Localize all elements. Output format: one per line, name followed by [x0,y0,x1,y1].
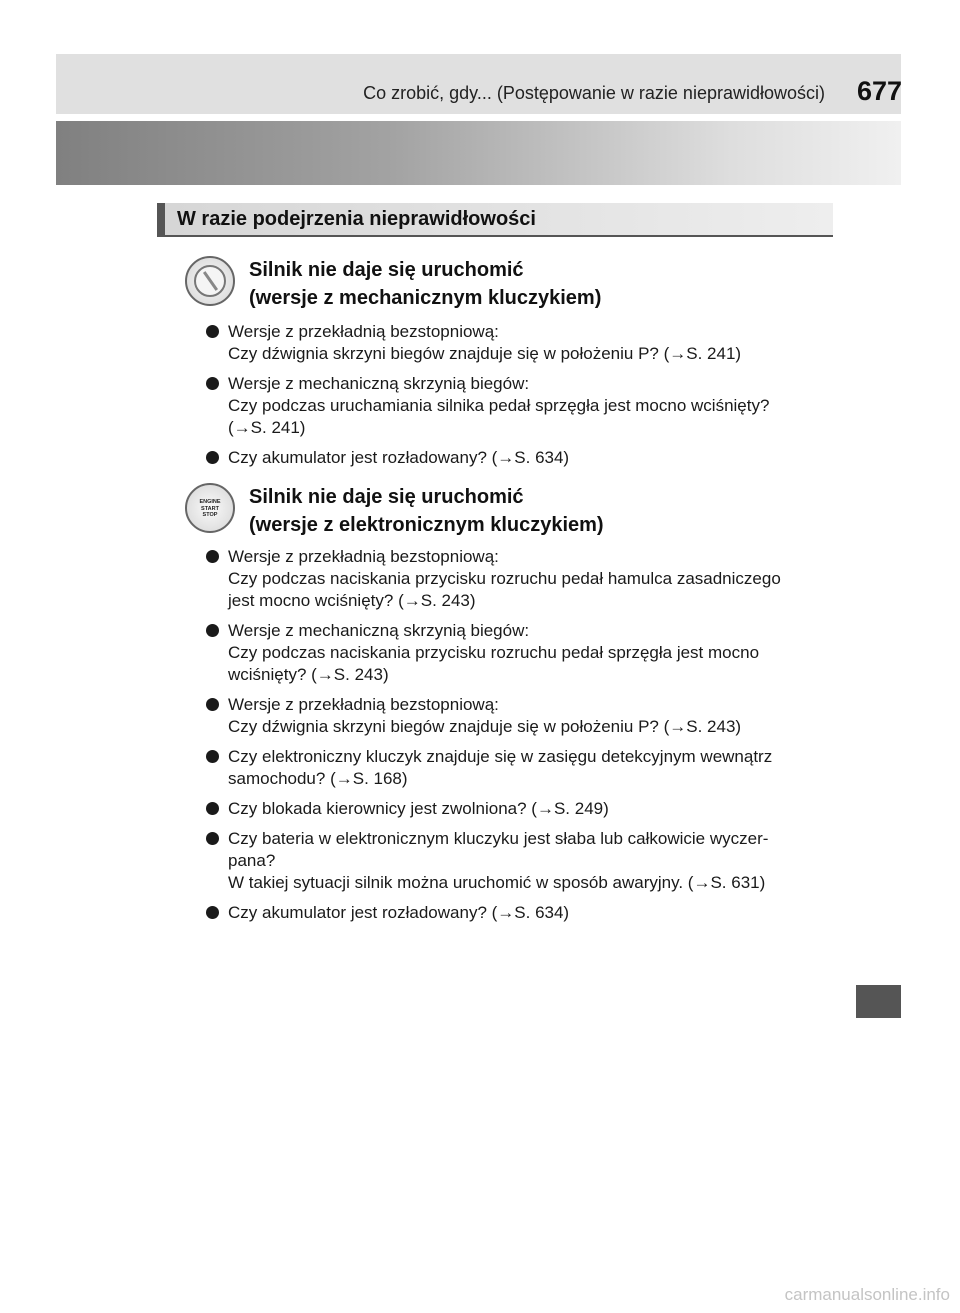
subsection-title-mechanical-key [249,256,601,312]
subsection-title-line: (wersje z elektronicznym kluczykiem) [249,514,604,536]
list-item-line: Czy elektroniczny kluczyk znajduje się w zasięgu detekcyjnym wewnątrz [228,747,773,766]
list-item-line: Czy akumulator jest rozładowany? (→S. 634) [228,448,570,467]
subsection-title-line: (wersje z mechanicznym kluczykiem) [249,287,602,309]
subsection-title-line: Silnik nie daje się uruchomić [249,259,524,281]
list-item-line: Wersje z mechaniczną skrzynią biegów: [228,374,530,393]
engine-start-stop-label [187,499,233,519]
checklist-electronic-key [206,546,832,924]
list-item [206,447,832,469]
list-item [206,902,832,924]
list-item-line: Wersje z przekładnią bezstopniową: [228,547,499,566]
running-header-title: Co zrobić, gdy... (Postępowanie w razie nieprawidłowości) [363,83,825,103]
list-item-line: Czy blokada kierownicy jest zwolniona? (→S. 249) [228,799,609,818]
list-item-line: samochodu? (→S. 168) [228,769,408,788]
engine-start-stop-icon [185,483,235,533]
list-item-line: Wersje z mechaniczną skrzynią biegów: [228,621,530,640]
list-item-line: (→S. 241) [228,418,306,437]
subsection-title-line: Silnik nie daje się uruchomić [249,486,524,508]
list-item-line: Wersje z przekładnią bezstopniową: [228,322,499,341]
list-item-line: jest mocno wciśnięty? (→S. 243) [228,591,476,610]
checklist-mechanical-key [206,321,832,469]
list-item [206,746,832,790]
subsection-title-electronic-key [249,483,604,539]
list-item-line: Czy podczas uruchamiania silnika pedał sprzęgła jest mocno wciśnięty? [228,396,770,415]
icon-text-line: START [201,505,219,512]
list-item-line: Czy dźwignia skrzyni biegów znajduje się w położeniu P? (→S. 241) [228,344,742,363]
chapter-side-tab [856,985,901,1018]
list-item [206,798,832,820]
list-item [206,694,832,738]
decorative-gradient-band [56,121,901,185]
icon-text-line: STOP [202,512,218,518]
section-title: W razie podejrzenia nieprawidłowości [177,208,536,230]
section-header [157,203,833,237]
list-item-line: Czy podczas naciskania przycisku rozruchu pedał sprzęgła jest mocno [228,643,760,662]
list-item-line: pana? [228,851,276,870]
list-item-line: Wersje z przekładnią bezstopniową: [228,695,499,714]
list-item-line: Czy dźwignia skrzyni biegów znajduje się w położeniu P? (→S. 243) [228,717,742,736]
list-item-line: W takiej sytuacji silnik można uruchomić w sposób awaryjny. (→S. 631) [228,873,766,892]
list-item [206,546,832,612]
ignition-key-icon [185,256,235,306]
list-item [206,321,832,365]
icon-text-line: ENGINE [199,499,221,505]
list-item [206,828,832,894]
list-item-line: wciśnięty? (→S. 243) [228,665,389,684]
list-item-line: Czy podczas naciskania przycisku rozruchu pedał hamulca zasadniczego [228,569,781,588]
page-number: 677 [856,76,902,106]
list-item-line: Czy bateria w elektronicznym kluczyku jest słaba lub całkowicie wyczer- [228,829,769,848]
list-item-line: Czy akumulator jest rozładowany? (→S. 634) [228,903,570,922]
list-item [206,620,832,686]
list-item [206,373,832,439]
watermark: carmanualsonline.info [784,1285,950,1304]
